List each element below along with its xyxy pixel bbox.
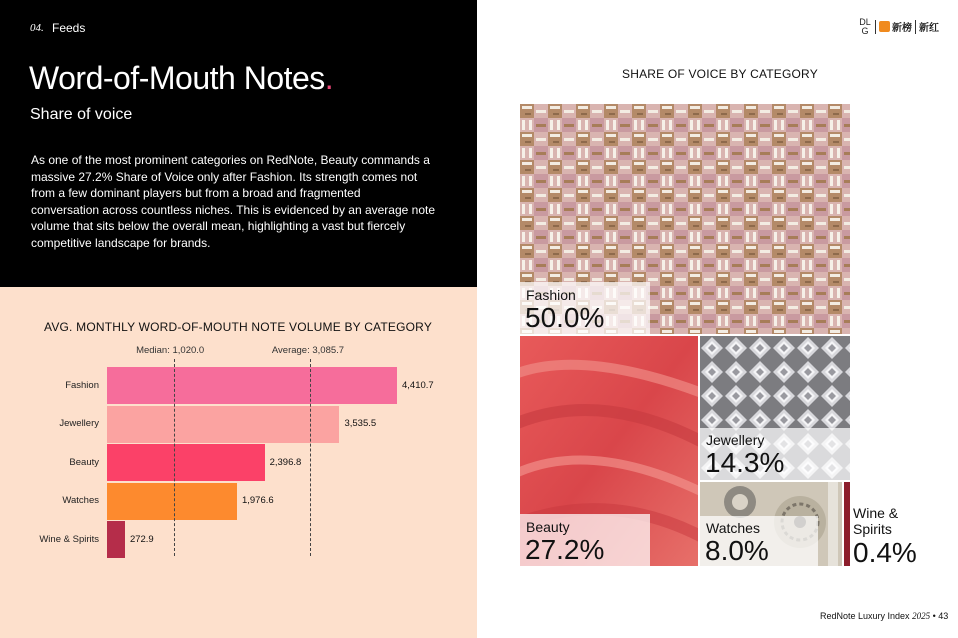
value-label: 2,396.8 bbox=[269, 456, 302, 468]
watches-share-value: 8.0% bbox=[705, 535, 769, 566]
bar-jewellery bbox=[107, 406, 339, 443]
jewellery-share-value: 14.3% bbox=[705, 447, 785, 478]
xinhong-logo-text: 新红 bbox=[919, 23, 939, 34]
intro-line: from a few dominant players but from a broad and fragmented bbox=[31, 186, 361, 200]
bar-beauty bbox=[107, 444, 265, 481]
beauty-label: Beauty bbox=[526, 519, 570, 535]
fashion-label: Fashion bbox=[526, 287, 576, 303]
xinbang-logo-icon bbox=[879, 21, 890, 32]
wine-spirits-share-value: 0.4% bbox=[853, 537, 917, 568]
intro-line: competitive landscape for brands. bbox=[31, 235, 211, 250]
xinbang-logo-text: 新榜 bbox=[892, 23, 912, 34]
footer-year: 2025 bbox=[912, 611, 931, 621]
page-title bbox=[29, 60, 333, 97]
dlg-logo-line2: G bbox=[861, 26, 869, 36]
value-label: 4,410.7 bbox=[402, 379, 434, 391]
logo-divider bbox=[915, 20, 916, 34]
value-label: 1,976.6 bbox=[241, 495, 274, 506]
fashion-share-value: 50.0% bbox=[525, 302, 605, 333]
category-label: Jewellery bbox=[59, 418, 99, 429]
value-label: 3,535.5 bbox=[344, 418, 377, 429]
bar-chart bbox=[0, 287, 477, 638]
median-label: Median: 1,020.0 bbox=[136, 345, 205, 356]
median-reference-line bbox=[174, 359, 175, 556]
footer-publication: RedNote Luxury Index bbox=[820, 611, 910, 621]
bar-watches bbox=[107, 483, 237, 520]
category-label: Watches bbox=[62, 495, 99, 506]
footer-page-number: 43 bbox=[938, 611, 949, 621]
beauty-share-value: 27.2% bbox=[525, 534, 605, 565]
treemap-tile-beauty bbox=[520, 336, 698, 566]
dlg-logo bbox=[858, 18, 872, 36]
intro-line: As one of the most prominent categories on RedNote, Beauty commands a bbox=[31, 153, 430, 167]
wine-spirits-label-line1: Wine & bbox=[853, 505, 899, 521]
section-name: Feeds bbox=[52, 21, 86, 35]
wine-spirits-label bbox=[853, 505, 898, 537]
intro-line: conversation across countless niches. This is evidenced by an average note bbox=[31, 202, 436, 217]
section-number: 04. bbox=[30, 22, 44, 34]
logo-divider bbox=[875, 20, 876, 34]
category-label: Fashion bbox=[65, 379, 99, 391]
page-title-text: Word-of-Mouth Notes bbox=[29, 60, 325, 96]
intro-line: massive 27.2% Share of Voice only after Fashion. Its strength comes not bbox=[31, 169, 418, 184]
dlg-logo-line1: DL bbox=[859, 17, 871, 27]
treemap-title: SHARE OF VOICE BY CATEGORY bbox=[622, 67, 818, 81]
page-subtitle: Share of voice bbox=[30, 106, 133, 123]
treemap-tile-watches bbox=[700, 482, 842, 566]
average-reference-line bbox=[310, 359, 311, 556]
watches-label: Watches bbox=[706, 520, 760, 536]
bar-wine-spirits bbox=[107, 521, 125, 558]
treemap-tile-jewellery bbox=[700, 336, 850, 480]
intro-line: volume that sits below the overall mean, highlighting a vast but fiercely bbox=[31, 219, 406, 233]
category-label: Wine & Spirits bbox=[39, 533, 99, 545]
bar-fashion bbox=[107, 367, 397, 404]
title-accent-dot: . bbox=[324, 60, 334, 96]
page-footer bbox=[820, 611, 948, 621]
treemap-tile-wine-spirits bbox=[844, 482, 850, 566]
intro-paragraph bbox=[31, 152, 471, 251]
wine-spirits-label-line2: Spirits bbox=[853, 521, 892, 537]
category-label: Beauty bbox=[69, 456, 99, 468]
footer-separator: • bbox=[932, 611, 936, 621]
value-label: 272.9 bbox=[129, 533, 154, 545]
average-label: Average: 3,085.7 bbox=[271, 345, 345, 356]
jewellery-label: Jewellery bbox=[706, 432, 765, 448]
bar-chart-title: AVG. MONTHLY WORD-OF-MOUTH NOTE VOLUME BY CATEGORY bbox=[44, 320, 433, 334]
treemap-tile-fashion bbox=[520, 104, 850, 334]
